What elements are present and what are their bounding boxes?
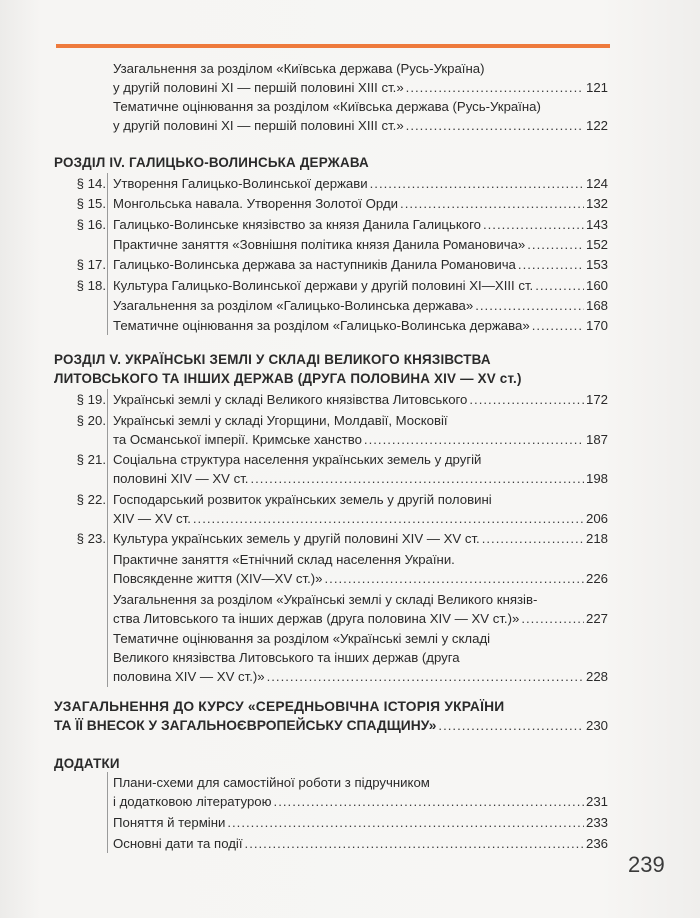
toc-entry-title: Галицько-Волинське князівство за князя Данила Галицького [113,216,481,232]
paragraph-number: § 21. [76,452,106,468]
paragraph-number: § 16. [76,216,106,232]
dot-leader [325,570,584,588]
paragraph-number: § 17. [76,257,106,273]
dot-leader [483,216,584,234]
toc-entry-row [113,256,608,274]
dot-leader [469,391,584,409]
dot-leader [364,431,584,449]
toc-page-number: 121 [585,80,608,95]
toc-entry-row [113,79,608,97]
toc-page-number: 236 [585,836,608,851]
toc-entry-title: Узагальнення за розділом «Галицько-Волинська держава» [113,297,474,313]
dot-leader [406,117,584,135]
toc-page-number: 172 [585,392,608,407]
toc-entry-row [113,814,608,832]
toc-entry-line: Практичне заняття «Етнічний склад населення України. [113,552,455,567]
toc-entry-line: Плани-схеми для самостійної роботи з підручником [113,775,430,790]
toc-page-number: 160 [585,277,608,293]
toc-entry-title: у другій половині XI — першій половині XIII ст.» [113,118,404,133]
toc-entry-line: Українські землі у складі Угорщини, Молдавії, Московії [113,412,448,428]
toc-entry-title: Утворення Галицько-Волинської держави [113,176,368,191]
toc-entry-line: Узагальнення за розділом «Київська держава (Русь-Україна) [113,61,485,76]
toc-entry-title: Поняття й терміни [113,815,226,830]
toc-page-number: 153 [585,257,608,273]
toc-page-number: 231 [585,794,608,809]
toc-entry-row [113,216,608,234]
dot-leader [267,668,584,686]
toc-entry-row [113,835,608,853]
toc-entry-line: Узагальнення за розділом «Українські землі у складі Великого князів- [113,591,538,607]
toc-page-number: 187 [585,431,608,447]
toc-entry-title: та Османської імперії. Кримське ханство [113,431,362,447]
toc-entry-line: Великого князівства Литовського та інших держав (друга [113,650,460,666]
toc-entry-title: ства Литовського та інших держав (друга половина XIV — XV ст.)» [113,610,520,626]
dot-leader [274,793,584,811]
toc-page-number: 152 [585,236,608,252]
toc-page-number: 228 [585,669,608,685]
toc-page-number: 198 [585,471,608,487]
toc-page-number: 168 [585,297,608,313]
dot-leader [475,297,584,315]
toc-entry-row [113,668,608,686]
dot-leader [193,510,584,528]
toc-page-number: 132 [585,196,608,212]
toc-entry-row [113,195,608,213]
section-heading: УЗАГАЛЬНЕННЯ ДО КУРСУ «СЕРЕДНЬОВІЧНА ІСТОРІЯ УКРАЇНИ [54,699,505,714]
toc-entry-row [113,317,608,335]
toc-entry-row [113,297,608,315]
toc-entry-title: Практичне заняття «Зовнішня політика князя Данила Романовича» [113,236,526,252]
orange-header-rule [56,44,610,48]
page-number: 239 [628,852,665,877]
toc-page-number: 124 [585,176,608,191]
toc-page-number: 218 [585,531,608,547]
toc-entry-line: Соціальна структура населення українських земель у другій [113,452,482,468]
section-heading: ДОДАТКИ [54,756,120,771]
dot-leader [400,195,584,213]
section-heading: РОЗДІЛ IV. ГАЛИЦЬКО-ВОЛИНСЬКА ДЕРЖАВА [54,155,369,170]
dot-leader [406,79,584,97]
toc-entry-row [113,236,608,254]
toc-entry-row [113,277,608,295]
toc-entry-row [54,717,608,735]
toc-page-number: 227 [585,610,608,626]
toc-page-number: 230 [585,718,608,733]
paragraph-number: § 18. [76,277,106,293]
toc-entry-title: Українські землі у складі Великого князівства Литовського [113,392,468,407]
dot-leader [532,317,584,335]
section-heading: РОЗДІЛ V. УКРАЇНСЬКІ ЗЕМЛІ У СКЛАДІ ВЕЛИКОГО КНЯЗІВСТВА [54,352,491,367]
dot-leader [521,610,584,628]
toc-page-number: 206 [585,510,608,526]
toc-entry-title: Культура українських земель у другій половині XIV — XV ст. [113,531,480,547]
dot-leader [527,236,584,254]
section-rule [107,173,108,335]
dot-leader [370,175,584,193]
dot-leader [482,530,584,548]
toc-entry-row [113,570,608,588]
dot-leader [535,277,584,295]
toc-page-number: 170 [585,318,608,334]
dot-leader [227,814,584,832]
dot-leader [438,717,584,735]
toc-entry-line: Тематичне оцінювання за розділом «Київська держава (Русь-Україна) [113,99,541,114]
toc-entry-row [113,793,608,811]
paragraph-number: § 19. [76,392,106,407]
toc-entry-title: половина XIV — XV ст.)» [113,669,265,685]
toc-entry-row [113,470,608,488]
toc-entry-title: половині XIV — XV ст. [113,471,249,487]
toc-entry-row [113,175,608,193]
toc-entry-title: XIV — XV ст. [113,510,191,526]
section-rule [107,389,108,687]
dot-leader [518,256,584,274]
paragraph-number: § 20. [76,412,106,428]
paragraph-number: § 23. [76,531,106,547]
toc-entry-title: Повсякденне життя (XIV—XV ст.)» [113,571,323,586]
section-rule [107,772,108,853]
toc-entry-title: Основні дати та події [113,836,243,851]
toc-entry-line: Тематичне оцінювання за розділом «Українські землі у складі [113,631,491,647]
toc-entry-row [113,117,608,135]
toc-entry-row [113,391,608,409]
toc-entry-line: Господарський розвиток українських земель у другій половині [113,491,492,507]
paragraph-number: § 22. [76,491,106,507]
toc-entry-row [113,530,608,548]
toc-entry-title: Галицько-Волинська держава за наступників Данила Романовича [113,257,516,273]
toc-entry-row [113,431,608,449]
section-heading: ТА ЇЇ ВНЕСОК У ЗАГАЛЬНОЄВРОПЕЙСЬКУ СПАДЩИНУ» [54,718,437,733]
toc-entry-title: і додатковою літературою [113,794,272,809]
toc-page-number: 226 [585,571,608,586]
toc-entry-row [113,510,608,528]
toc-page-number: 143 [585,216,608,232]
dot-leader [245,835,584,853]
toc-entry-title: Культура Галицько-Волинської держави у другій половині XI—XIII ст. [113,277,534,293]
toc-entry-title: у другій половині XI — першій половині XIII ст.» [113,80,404,95]
toc-entry-title: Монгольська навала. Утворення Золотої Орди [113,196,399,212]
dot-leader [250,470,584,488]
toc-entry-row [113,610,608,628]
toc-page-number: 122 [585,118,608,133]
paragraph-number: § 14. [76,176,106,191]
toc-entry-title: Тематичне оцінювання за розділом «Галицько-Волинська держава» [113,318,530,334]
paragraph-number: § 15. [76,196,106,212]
section-heading: ЛИТОВСЬКОГО ТА ІНШИХ ДЕРЖАВ (ДРУГА ПОЛОВИНА XIV — XV ст.) [54,371,522,386]
toc-page-number: 233 [585,815,608,830]
